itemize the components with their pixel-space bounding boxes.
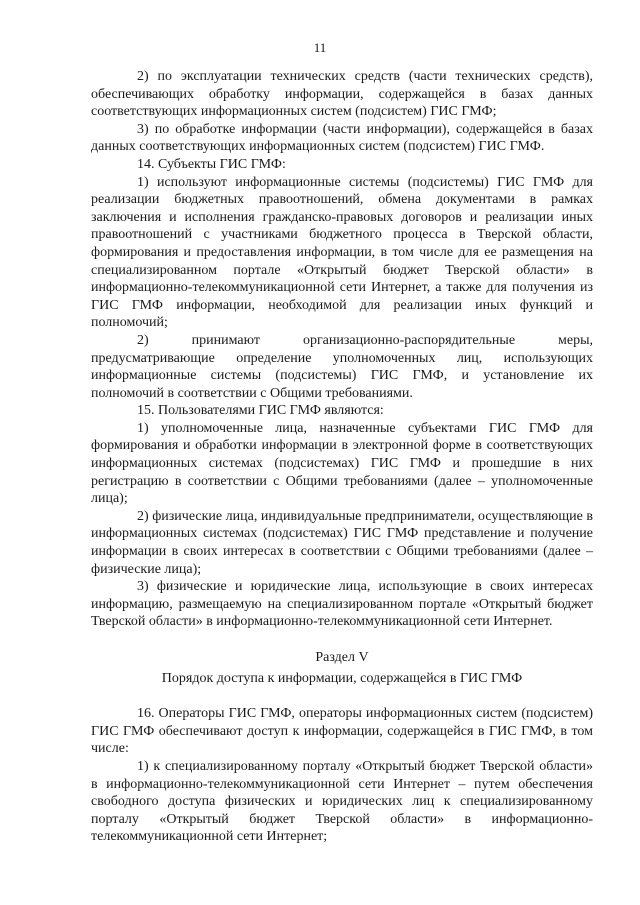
- section-heading: [91, 649, 593, 687]
- page-number: 11: [313, 40, 327, 55]
- paragraph: 1) к специализированному порталу «Открытый бюджет Тверской области» в информационно-телекоммуникационной сети Интернет – путем обеспечения свободного доступа физических и юридических лиц к специализированному порталу «Открытый бюджет Тверской области» в информационно-телекоммуникационной сети Интернет;: [91, 758, 593, 845]
- paragraph: 2) по эксплуатации технических средств (части технических средств), обеспечивающих обработку информации, содержащейся в базах данных соответствующих информационных систем (подсистем) ГИС ГМФ;: [91, 69, 593, 120]
- document-body: [91, 68, 593, 846]
- paragraph: 14. Субъекты ГИС ГМФ:: [137, 156, 286, 172]
- paragraph: 15. Пользователями ГИС ГМФ являются:: [137, 403, 384, 419]
- paragraph: 3) физические и юридические лица, использующие в своих интересах информацию, размещаемую на специализированном портале «Открытый бюджет Тверской области» в информационно-телекоммуникационной сети Интернет.: [91, 579, 593, 630]
- paragraph: 3) по обработке информации (части информации), содержащейся в базах данных соответствующих информационных систем (подсистем) ГИС ГМФ.: [91, 121, 593, 155]
- paragraph: 2) физические лица, индивидуальные предприниматели, осуществляющие в информационных системах (подсистемах) ГИС ГМФ представление и получение информации в своих интересах в соответствии с Общими требованиями (далее – физические лица);: [91, 508, 593, 577]
- section-number: Раздел V: [315, 650, 369, 665]
- paragraph: 1) уполномоченные лица, назначенные субъектами ГИС ГМФ для формирования и обработки информации в электронной форме в соответствующих информационных системах (подсистемах) ГИС ГМФ и прошедшие в них регистрацию в соответствии с Общими требованиями (далее – уполномоченные лица);: [91, 420, 593, 507]
- paragraph: 1) используют информационные системы (подсистемы) ГИС ГМФ для реализации бюджетных правоотношений, обмена документами в рамках заключения и исполнения гражданско-правовых договоров и реализации иных правоотношений с участниками бюджетного процесса в Тверской области, формирования и предоставления информации, в том числе для ее размещения на специализированном портале «Открытый бюджет Тверской области» в информационно-телекоммуникационной сети Интернет, а также для получения из ГИС ГМФ информации, необходимой для реализации иных функций и полномочий;: [91, 174, 593, 331]
- paragraph: 16. Операторы ГИС ГМФ, операторы информационных систем (подсистем) ГИС ГМФ обеспечивают доступ к информации, содержащейся в ГИС ГМФ, в том числе:: [91, 706, 593, 757]
- section-title: Порядок доступа к информации, содержащейся в ГИС ГМФ: [161, 670, 523, 686]
- paragraph: 2) принимают организационно-распорядительные меры, предусматривающие определение уполномоченных лиц, использующих информационные системы (подсистемы) ГИС ГМФ, и установление их полномочий в соответствии с Общими требованиями.: [91, 332, 593, 401]
